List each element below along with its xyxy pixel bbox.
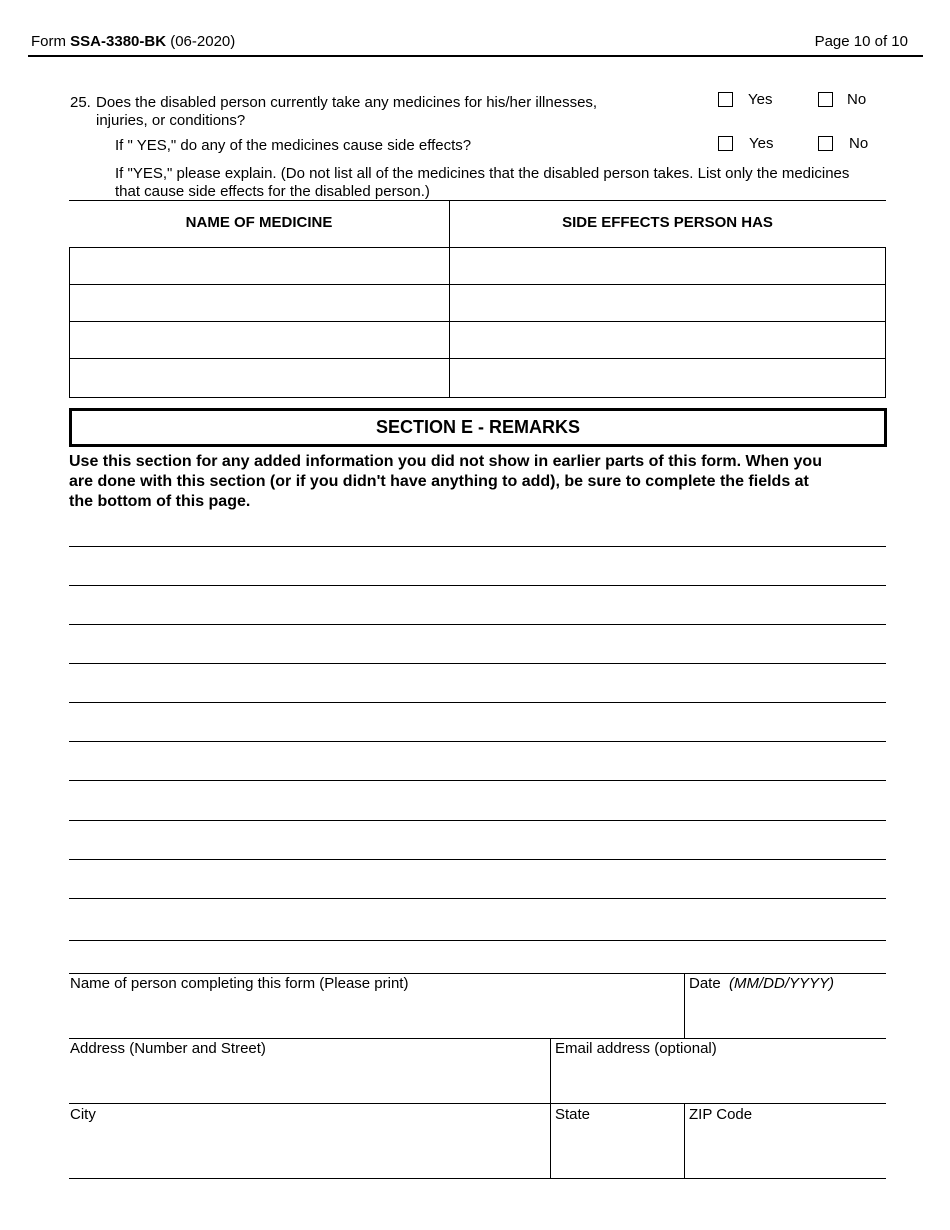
side-effects-yes-label: Yes [749,135,774,152]
q25-no-checkbox[interactable] [818,92,833,107]
date-label: Date [689,975,721,992]
footer-divider [550,1038,551,1178]
email-field[interactable] [555,1040,885,1102]
table-right-border [885,247,886,397]
remarks-line [69,940,886,941]
zip-label: ZIP Code [689,1106,753,1123]
col-header-medicine: NAME OF MEDICINE [185,214,333,231]
side-effects-no-checkbox[interactable] [818,136,833,151]
city-label: City [70,1106,96,1123]
q25-question-line1: Does the disabled person currently take any medicines for his/her illnesses, [96,94,598,111]
medicine-name-cell[interactable] [70,285,449,321]
section-e-instructions-line1: Use this section for any added information you did not show in earlier parts of this form. When you [69,453,822,470]
remarks-line [69,702,886,703]
side-effects-cell[interactable] [450,285,885,321]
table-top-rule [69,200,886,201]
section-e-instructions-line2: are done with this section (or if you didn't have anything to add), be sure to complete the fields at [69,473,809,490]
state-label: State [555,1106,591,1123]
date-format-hint: (MM/DD/YYYY) [729,975,835,992]
explain-line1: If "YES," please explain. (Do not list all of the medicines that the disabled person takes. List only the medicines [115,165,850,182]
col-header-side-effects: SIDE EFFECTS PERSON HAS [562,214,773,231]
address-field[interactable] [70,1040,546,1102]
section-e-instructions-line3: the bottom of this page. [69,493,251,510]
medicine-name-cell[interactable] [70,359,449,397]
section-e-header [69,408,887,447]
name-field[interactable] [70,975,680,1037]
table-bottom-rule [69,397,886,398]
explain-line2: that cause side effects for the disabled person.) [115,183,430,200]
remarks-line [69,624,886,625]
side-effects-yes-checkbox[interactable] [718,136,733,151]
remarks-line [69,820,886,821]
remarks-line [69,663,886,664]
q25-no-label: No [847,91,867,108]
footer-rule [69,973,886,974]
remarks-line [69,585,886,586]
side-effects-cell[interactable] [450,322,885,358]
form-id: Form SSA-3380-BK (06-2020) [31,33,236,50]
q25-sub-question: If " YES," do any of the medicines cause side effects? [115,137,472,154]
remarks-line [69,780,886,781]
footer-divider [684,973,685,1038]
q25-yes-checkbox[interactable] [718,92,733,107]
address-label: Address (Number and Street) [70,1040,266,1057]
medicine-name-cell[interactable] [70,248,449,284]
q25-question-line2: injuries, or conditions? [96,112,246,129]
side-effects-cell[interactable] [450,359,885,397]
section-e-title: SECTION E - REMARKS [375,417,580,437]
name-label: Name of person completing this form (Please print) [70,975,409,992]
remarks-line [69,546,886,547]
remarks-line [69,859,886,860]
page-number: Page 10 of 10 [814,33,908,50]
city-field[interactable] [70,1106,546,1176]
remarks-line [69,741,886,742]
footer-rule [69,1103,886,1104]
footer-divider [684,1103,685,1178]
medicine-name-cell[interactable] [70,322,449,358]
side-effects-cell[interactable] [450,248,885,284]
email-label: Email address (optional) [555,1040,717,1057]
remarks-line [69,898,886,899]
header-rule [28,55,923,57]
zip-field[interactable] [689,1106,885,1176]
side-effects-no-label: No [849,135,869,152]
footer-bottom-rule [69,1178,886,1179]
q25-yes-label: Yes [748,91,773,108]
q25-number: 25. [70,94,91,111]
date-field[interactable] [689,975,885,1037]
footer-rule [69,1038,886,1039]
state-field[interactable] [555,1106,680,1176]
